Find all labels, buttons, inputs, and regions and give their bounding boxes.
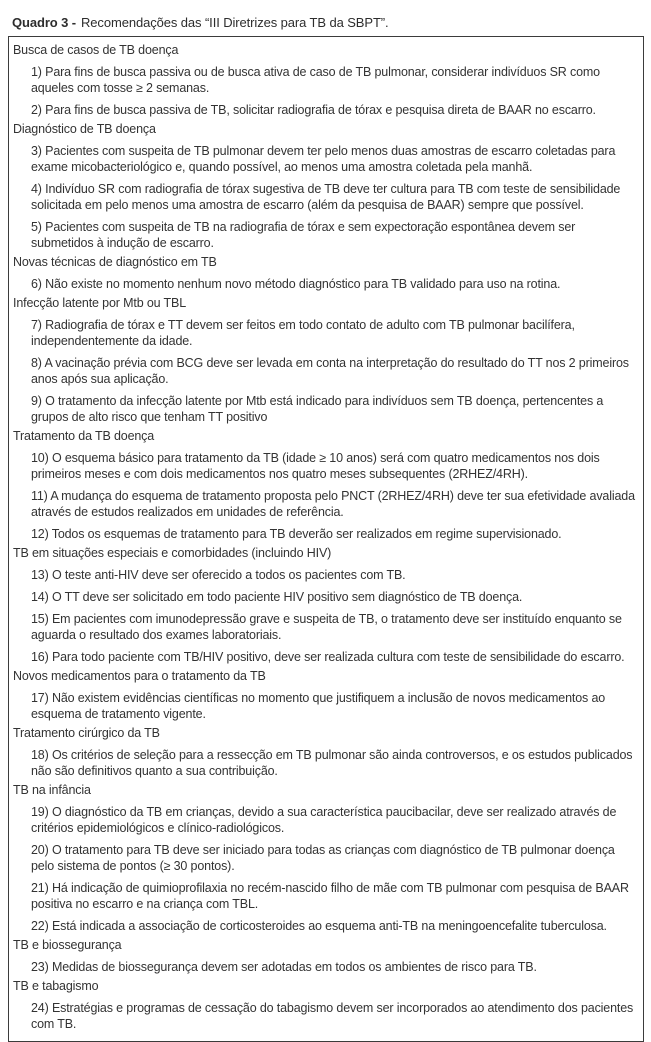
section-header: TB e tabagismo [13,979,99,993]
recommendation-item: 18) Os critérios de seleção para a ressecção em TB pulmonar são ainda controversos, e os estudos publicados não são definitivos quanto a sua contribuição. [31,748,633,778]
section-header: Busca de casos de TB doença [13,43,179,57]
recommendation-item: 11) A mudança do esquema de tratamento proposta pelo PNCT (2RHEZ/4RH) deve ter sua efetividade avaliada através de estudos realizados em unidades de referência. [31,489,635,519]
section-header: Infecção latente por Mtb ou TBL [13,296,187,310]
recommendation-item: 3) Pacientes com suspeita de TB pulmonar devem ter pelo menos duas amostras de escarro coletadas para exame micobacteriológico e, quando possível, ao menos uma amostra coletada pela manhã. [31,144,616,174]
section-header: Tratamento da TB doença [13,429,155,443]
recommendation-item: 9) O tratamento da infecção latente por Mtb está indicado para indivíduos sem TB doença, pertencentes a grupos de alto risco que tenham TT positivo [31,394,604,424]
recommendation-item: 13) O teste anti-HIV deve ser oferecido a todos os pacientes com TB. [31,568,406,582]
section-header: Diagnóstico de TB doença [13,122,156,136]
recommendation-item: 8) A vacinação prévia com BCG deve ser levada em conta na interpretação do resultado do TT nos 2 primeiros anos após sua aplicação. [31,356,629,386]
recommendation-item: 17) Não existem evidências científicas no momento que justifiquem a inclusão de novos medicamentos ao esquema de tratamento vigente. [31,691,606,721]
recommendation-item: 19) O diagnóstico da TB em crianças, devido a sua característica paucibacilar, deve ser realizado através de critérios epidemiológicos e clínico-radiológicos. [31,805,617,835]
recommendation-item: 15) Em pacientes com imunodepressão grave e suspeita de TB, o tratamento deve ser instituído enquanto se aguarda o resultado dos exames laboratoriais. [31,612,622,642]
recommendation-item: 4) Indivíduo SR com radiografia de tórax sugestiva de TB deve ter cultura para TB com teste de sensibilidade solicitada em pelo menos uma amostra de escarro (além da pesquisa de BAAR) sempre que possível. [31,182,621,212]
section-header: TB na infância [13,783,91,797]
caption-text: Recomendações das “III Diretrizes para TB da SBPT”. [81,15,389,30]
table-caption [12,14,644,31]
recommendations-box [8,36,644,1042]
caption-label: Quadro 3 - [12,15,77,30]
section-header: TB em situações especiais e comorbidades (incluindo HIV) [13,546,332,560]
section-header: Novos medicamentos para o tratamento da TB [13,669,266,683]
recommendation-item: 23) Medidas de biossegurança devem ser adotadas em todos os ambientes de risco para TB. [31,960,537,974]
recommendation-item: 2) Para fins de busca passiva de TB, solicitar radiografia de tórax e pesquisa direta de BAAR no escarro. [31,103,596,117]
recommendation-item: 22) Está indicada a associação de corticosteroides ao esquema anti-TB na meningoencefalite tuberculosa. [31,919,607,933]
recommendation-item: 5) Pacientes com suspeita de TB na radiografia de tórax e sem expectoração espontânea devem ser submetidos à indução de escarro. [31,220,576,250]
section-header: Tratamento cirúrgico da TB [13,726,160,740]
recommendation-item: 6) Não existe no momento nenhum novo método diagnóstico para TB validado para uso na rotina. [31,277,561,291]
recommendation-item: 24) Estratégias e programas de cessação do tabagismo devem ser incorporados ao atendimento dos pacientes com TB. [31,1001,634,1031]
recommendation-item: 7) Radiografia de tórax e TT devem ser feitos em todo contato de adulto com TB pulmonar bacilífera, independentemente da idade. [31,318,575,348]
recommendation-item: 10) O esquema básico para tratamento da TB (idade ≥ 10 anos) será com quatro medicamentos nos dois primeiros meses e com dois medicamentos nos quatro meses subsequentes (2RHEZ/4RH). [31,451,600,481]
recommendation-item: 16) Para todo paciente com TB/HIV positivo, deve ser realizada cultura com teste de sensibilidade do escarro. [31,650,625,664]
recommendation-item: 1) Para fins de busca passiva ou de busca ativa de caso de TB pulmonar, considerar indivíduos SR como aqueles com tosse ≥ 2 semanas. [31,65,600,95]
section-header: TB e biossegurança [13,938,122,952]
recommendation-item: 14) O TT deve ser solicitado em todo paciente HIV positivo sem diagnóstico de TB doença. [31,590,523,604]
section-header: Novas técnicas de diagnóstico em TB [13,255,217,269]
recommendation-item: 20) O tratamento para TB deve ser iniciado para todas as crianças com diagnóstico de TB pulmonar doença pelo sistema de pontos (≥ 30 pontos). [31,843,615,873]
recommendation-item: 21) Há indicação de quimioprofilaxia no recém-nascido filho de mãe com TB pulmonar com pesquisa de BAAR positiva no escarro e na criança com TBL. [31,881,629,911]
recommendation-item: 12) Todos os esquemas de tratamento para TB deverão ser realizados em regime supervisionado. [31,527,562,541]
